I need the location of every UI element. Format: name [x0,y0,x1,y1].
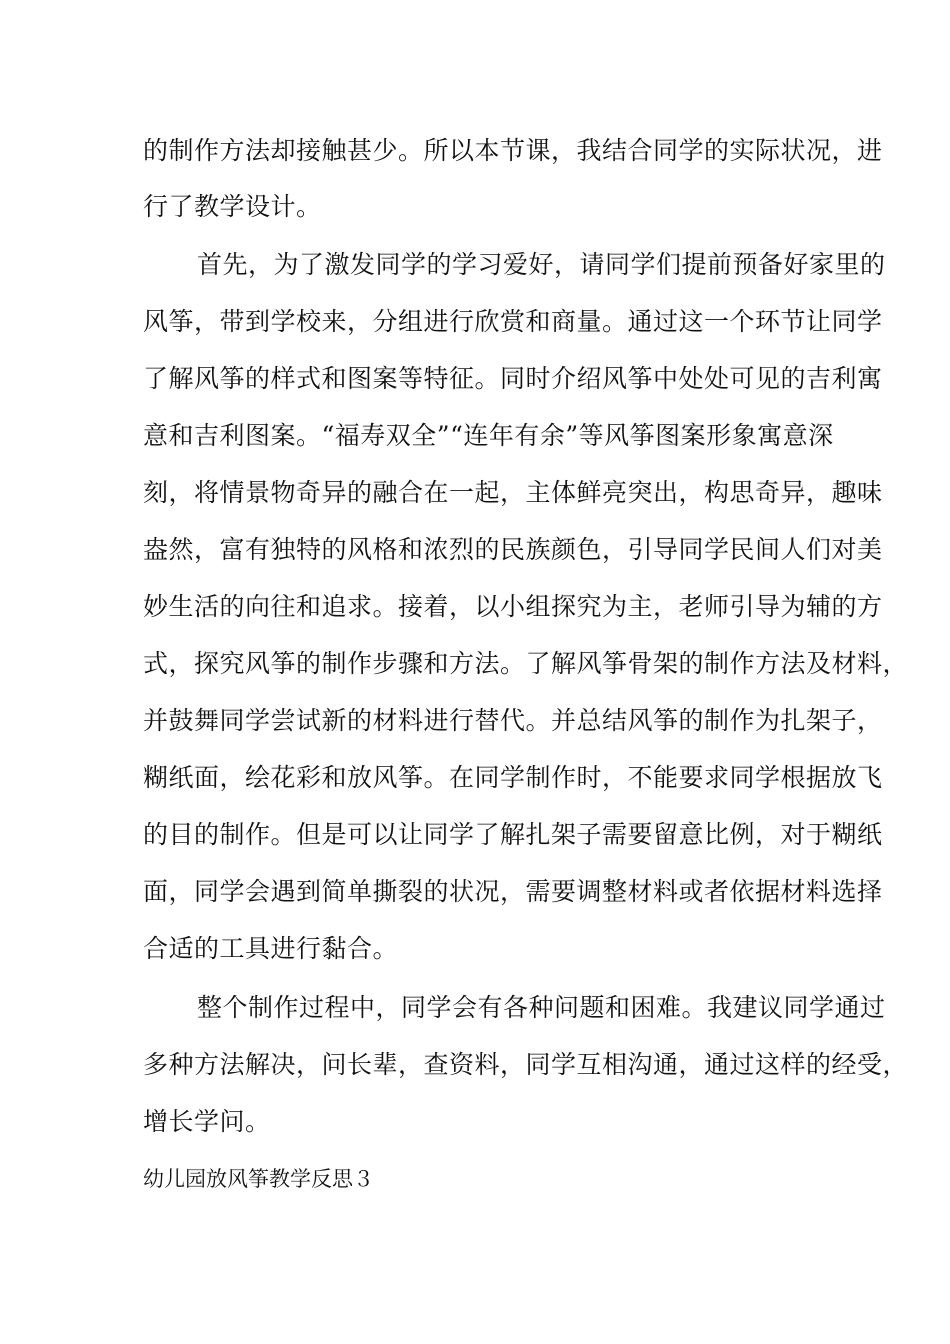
text-line: 并鼓舞同学尝试新的材料进行替代。并总结风筝的制作为扎架子， [143,706,883,735]
text-line: 行了教学设计。 [143,192,322,221]
text-line: 意和吉利图案。“福寿双全”“连年有余”等风筝图案形象寓意深 [143,421,834,450]
text-line: 多种方法解决，问长辈，查资料，同学互相沟通，通过这样的经受， [143,1050,909,1079]
text-line: 增长学问。 [143,1107,271,1136]
text-line: 风筝，带到学校来，分组进行欣赏和商量。通过这一个环节让同学 [143,307,883,336]
paragraph-start-line: 首先，为了激发同学的学习爱好，请同学们提前预备好家里的 [197,250,886,279]
text-line: 妙生活的向往和追求。接着，以小组探究为主，老师引导为辅的方 [143,592,883,621]
paragraph-start-line: 整个制作过程中，同学会有各种问题和困难。我建议同学通过 [197,993,886,1022]
text-line: 面，同学会遇到简单撕裂的状况，需要调整材料或者依据材料选择 [143,877,883,906]
section-heading: 幼儿园放风筝教学反思３ [143,1167,374,1191]
text-line: 的制作方法却接触甚少。所以本节课，我结合同学的实际状况，进 [143,136,883,165]
text-line: 了解风筝的样式和图案等特征。同时介绍风筝中处处可见的吉利寓 [143,364,883,393]
text-line: 盎然，富有独特的风格和浓烈的民族颜色，引导同学民间人们对美 [143,535,883,564]
text-line: 合适的工具进行黏合。 [143,934,399,963]
text-line: 式，探究风筝的制作步骤和方法。了解风筝骨架的制作方法及材料， [143,649,909,678]
text-line: 的目的制作。但是可以让同学了解扎架子需要留意比例，对于糊纸 [143,820,883,849]
text-line: 糊纸面，绘花彩和放风筝。在同学制作时，不能要求同学根据放飞 [143,763,883,792]
text-line: 刻，将情景物奇异的融合在一起，主体鲜亮突出，构思奇异，趣味 [143,478,883,507]
